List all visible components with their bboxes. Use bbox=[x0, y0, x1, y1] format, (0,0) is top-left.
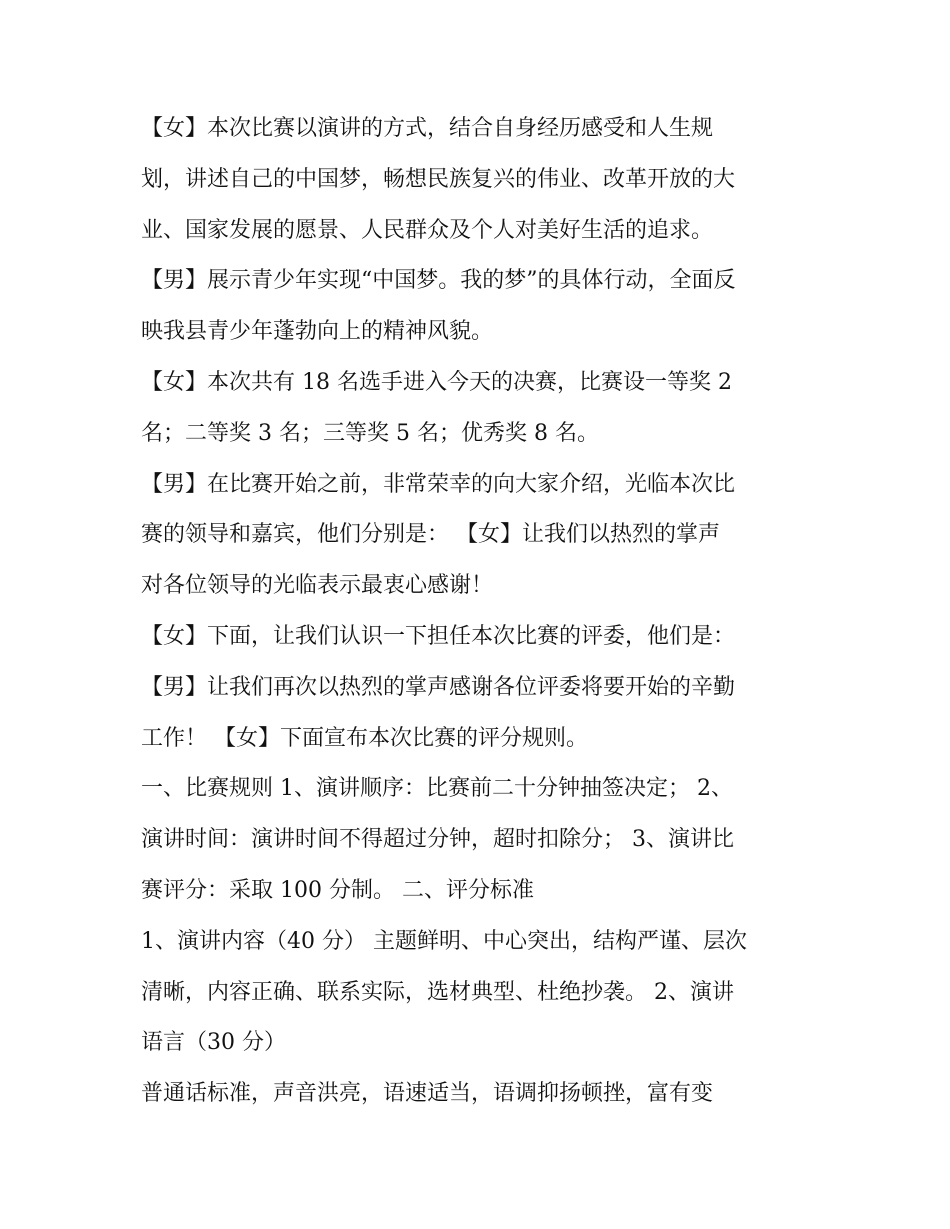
text-line: 普通话标准，声音洪亮，语速适当，语调抑扬顿挫，富有变 bbox=[141, 1081, 714, 1107]
text-line: 【女】下面，让我们认识一下担任本次比赛的评委，他们是： bbox=[141, 623, 736, 649]
text-line: 【女】本次比赛以演讲的方式，结合自身经历感受和人生规 bbox=[141, 116, 714, 141]
text-line: 赛的领导和嘉宾，他们分别是： 【女】让我们以热烈的掌声 bbox=[141, 522, 720, 548]
text-line: 一、比赛规则 1、演讲顺序：比赛前二十分钟抽签决定； 2、 bbox=[141, 776, 733, 802]
text-line: 对各位领导的光临表示最衷心感谢！ bbox=[141, 573, 494, 599]
text-line: 演讲时间：演讲时间不得超过分钟，超时扣除分； 3、演讲比 bbox=[141, 827, 734, 853]
text-line: 划，讲述自己的中国梦，畅想民族复兴的伟业、改革开放的大 bbox=[141, 166, 736, 192]
text-line: 【男】展示青少年实现“中国梦。我的梦”的具体行动，全面反 bbox=[141, 268, 736, 294]
text-line: 工作！ 【女】下面宣布本次比赛的评分规则。 bbox=[141, 725, 588, 751]
text-line: 业、国家发展的愿景、人民群众及个人对美好生活的追求。 bbox=[141, 217, 714, 243]
text-line: 【男】在比赛开始之前，非常荣幸的向大家介绍，光临本次比 bbox=[141, 471, 736, 497]
text-line: 语言（30 分） bbox=[141, 1030, 286, 1056]
text-line: 赛评分：采取 100 分制。 二、评分标准 bbox=[141, 877, 534, 903]
text-line: 【男】让我们再次以热烈的掌声感谢各位评委将要开始的辛勤 bbox=[141, 674, 736, 700]
text-line: 清晰，内容正确、联系实际，选材典型、杜绝抄袭。 2、演讲 bbox=[141, 979, 734, 1005]
text-line: 映我县青少年蓬勃向上的精神风貌。 bbox=[141, 319, 494, 345]
text-line: 1、演讲内容（40 分） 主题鲜明、中心突出，结构严谨、层次 bbox=[141, 928, 747, 954]
document-body bbox=[141, 104, 821, 1120]
text-line: 名；二等奖 3 名；三等奖 5 名；优秀奖 8 名。 bbox=[141, 420, 599, 446]
text-line: 【女】本次共有 18 名选手进入今天的决赛，比赛设一等奖 2 bbox=[141, 369, 732, 395]
